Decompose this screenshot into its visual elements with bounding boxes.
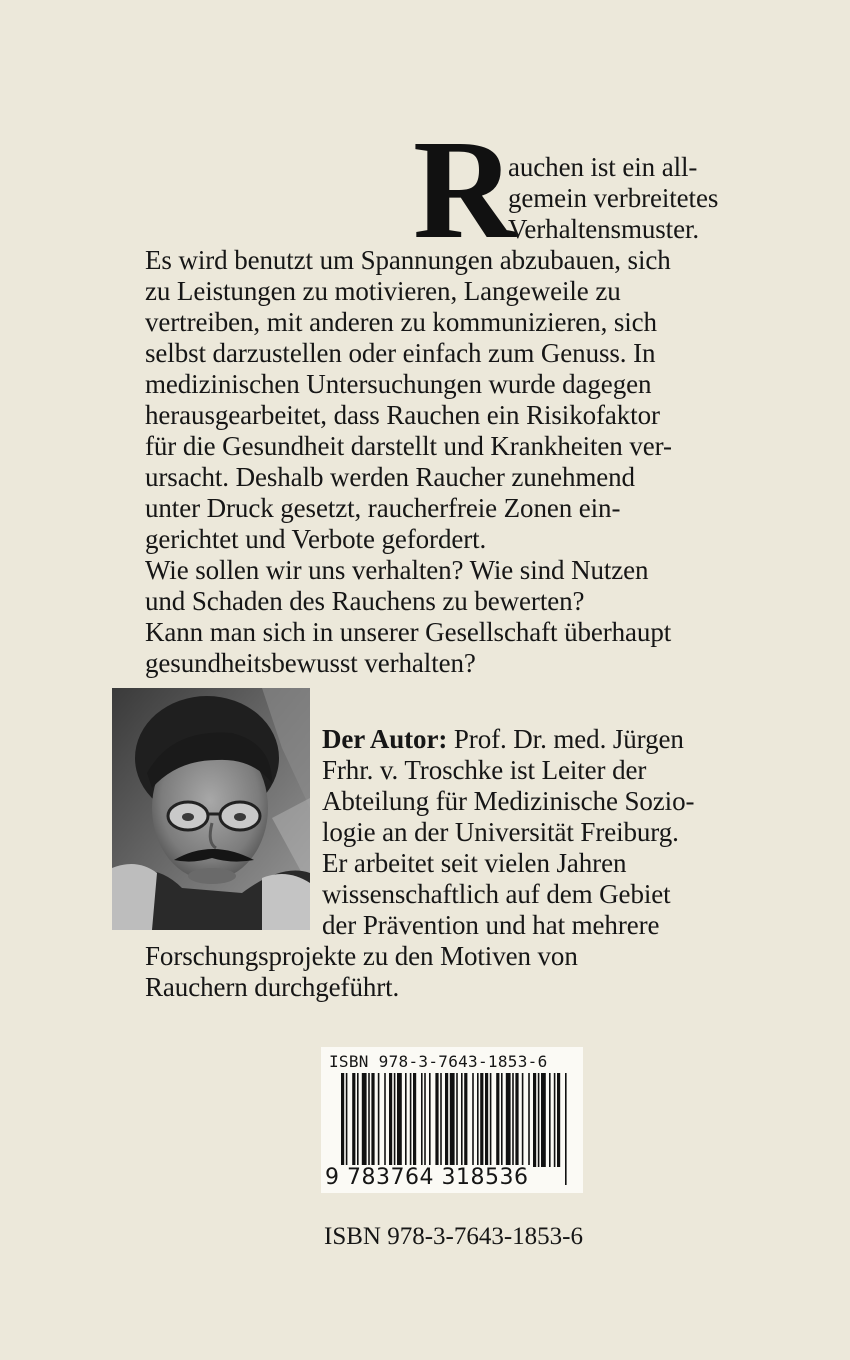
author-line: Abteilung für Medizinische Soziо-: [322, 786, 695, 816]
author-photo: [112, 688, 310, 930]
barcode-bar: [397, 1073, 402, 1167]
barcode-bar: [554, 1073, 556, 1167]
barcode-bar: [352, 1073, 355, 1167]
blurb-line: Verhaltensmuster.: [508, 214, 700, 244]
barcode-bar: [461, 1073, 463, 1167]
barcode-bar: [405, 1073, 407, 1167]
barcode-bar: [464, 1073, 467, 1167]
author-line: Frhr. v. Troschke ist Leiter der: [322, 755, 647, 785]
barcode-bar: [384, 1073, 386, 1167]
barcode-bar: [485, 1073, 488, 1167]
author-line: Rauchern durchgeführt.: [145, 972, 400, 1002]
blurb-line: gerichtet und Verbote gefordert.: [145, 524, 487, 554]
barcode-bar: [528, 1073, 530, 1167]
blurb-line: ursacht. Deshalb werden Raucher zunehmend: [145, 462, 635, 492]
blurb-line: für die Gesundheit darstellt und Krankheiten ver-: [145, 431, 672, 461]
barcode-bar: [424, 1073, 426, 1167]
barcode-bar: [533, 1073, 536, 1167]
barcode-bar: [389, 1073, 392, 1167]
barcode-bar: [429, 1073, 431, 1167]
barcode-bar: [501, 1073, 503, 1167]
barcode-bar: [378, 1073, 380, 1167]
author-line: logie an der Universität Freiburg.: [322, 817, 679, 847]
barcode-bar: [515, 1073, 518, 1167]
author-line: der Prävention und hat mehrere: [322, 910, 660, 940]
barcode-bar: [450, 1073, 455, 1167]
blurb-line: zu Leistungen zu motivieren, Langeweile zu: [145, 276, 621, 306]
barcode-bar: [477, 1073, 479, 1167]
barcode-bar: [549, 1073, 551, 1167]
blurb-line: gemein verbreitetes: [508, 183, 719, 213]
isbn-text: ISBN 978-3-7643-1853-6: [324, 1223, 584, 1250]
blurb-line: vertreiben, mit anderen zu kommunizieren, sich: [145, 307, 657, 337]
barcode-bar: [480, 1073, 483, 1167]
barcode-bar: [435, 1073, 438, 1167]
author-label: Der Autor:: [322, 724, 448, 754]
barcode-bar: [368, 1073, 370, 1167]
barcode-bar: [413, 1073, 416, 1167]
barcode-isbn-text: ISBN 978-3-7643-1853-6: [329, 1052, 548, 1071]
barcode-bar: [490, 1073, 492, 1167]
blurb-line: selbst darzustellen oder einfach zum Genuss. In: [145, 338, 656, 368]
barcode-bar: [512, 1073, 514, 1167]
author-line: wissenschaftlich auf dem Gebiet: [322, 879, 671, 909]
drop-cap-letter: R: [413, 110, 516, 268]
blurb-line: unter Druck gesetzt, raucherfreie Zonen ein-: [145, 493, 621, 523]
blurb-line: Wie sollen wir uns verhalten? Wie sind Nutzen: [145, 555, 649, 585]
blurb-line: medizinischen Untersuchungen wurde dagegen: [145, 369, 652, 399]
blurb-line: herausgearbeitet, dass Rauchen ein Risikofaktor: [145, 400, 660, 430]
barcode-bar: [421, 1073, 423, 1167]
barcode-bar: [357, 1073, 359, 1167]
barcode-digits: 9 783764 318536: [325, 1165, 532, 1191]
barcode-bar: [565, 1073, 567, 1185]
barcode-bar: [557, 1073, 560, 1167]
blurb-line: auchen ist ein all-: [508, 152, 698, 182]
isbn-barcode: [321, 1047, 583, 1193]
barcode-bar: [472, 1073, 474, 1167]
blurb-line: Kann man sich in unserer Gesellschaft überhaupt: [145, 617, 672, 647]
barcode-bar: [496, 1073, 499, 1167]
barcode-bar: [362, 1073, 367, 1167]
blurb-line: Es wird benutzt um Spannungen abzubauen, sich: [145, 245, 671, 275]
author-line: Forschungsprojekte zu den Motiven von: [145, 941, 578, 971]
barcode-bar: [538, 1073, 540, 1167]
author-name: Prof. Dr. med. Jürgen: [447, 724, 684, 754]
barcode-bar: [440, 1073, 442, 1167]
blurb-line: gesundheitsbewusst verhalten?: [145, 648, 476, 678]
barcode-bar: [522, 1073, 524, 1167]
barcode-bar: [506, 1073, 511, 1167]
author-line: Er arbeitet seit vielen Jahren: [322, 848, 627, 878]
barcode-bar: [541, 1073, 546, 1167]
barcode-bar: [410, 1073, 412, 1167]
barcode-bar: [445, 1073, 448, 1167]
barcode-bar: [394, 1073, 396, 1167]
blurb-line: und Schaden des Rauchens zu bewerten?: [145, 586, 585, 616]
author-first-line: [322, 723, 684, 755]
barcode-bar: [371, 1073, 374, 1167]
